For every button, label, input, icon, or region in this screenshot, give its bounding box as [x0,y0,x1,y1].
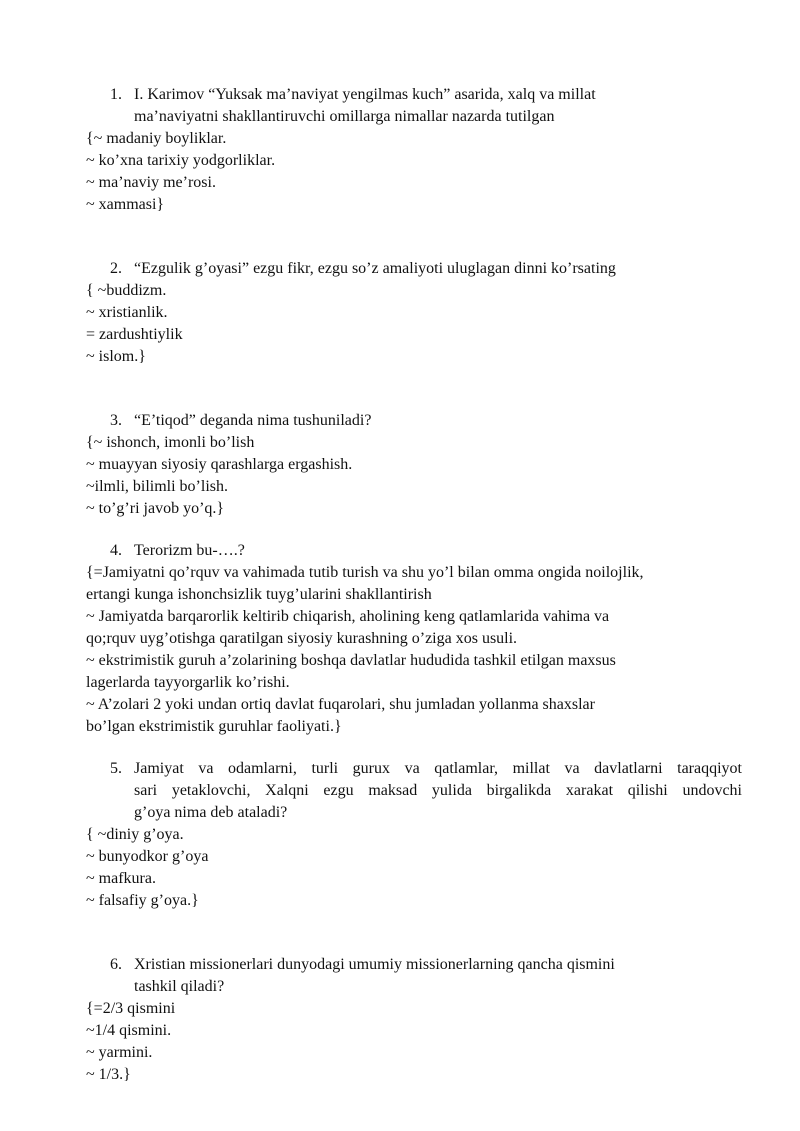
question-number: 3. [110,412,122,429]
answer-option: ~ xristianlik. [86,304,168,321]
answer-option: {=2/3 qismini [86,1000,176,1017]
question-text: ma’naviyatni shakllantiruvchi omillarga nimallar nazarda tutilgan [134,108,555,125]
answer-option: ~1/4 qismini. [86,1022,172,1039]
answer-option: {=Jamiyatni qo’rquv va vahimada tutib turish va shu yo’l bilan omma ongida noilojlik, [86,564,644,581]
question-number: 4. [110,542,122,559]
question-text: tashkil qiladi? [134,978,225,995]
answer-option: ~ ko’xna tarixiy yodgorliklar. [86,152,276,169]
answer-option: { ~diniy g’oya. [86,826,184,843]
answer-option: { ~buddizm. [86,282,167,299]
question-number: 1. [110,86,122,103]
question-text: Xristian missionerlari dunyodagi umumiy missionerlarning qancha qismini [134,956,615,973]
question-text: sari yetaklovchi, Xalqni ezgu maksad yulida birgalikda xarakat qilishi undovchi [134,782,742,799]
answer-option: lagerlarda tayyorgarlik ko’rishi. [86,674,290,691]
answer-option: ~ A’zolari 2 yoki undan ortiq davlat fuqarolari, shu jumladan yollanma shaxslar [86,696,595,713]
answer-option: qo;rquv uyg’otishga qaratilgan siyosiy kurashning o’ziga xos usuli. [86,630,518,647]
question-number: 5. [110,760,122,777]
question-text: Jamiyat va odamlarni, turli gurux va qatlamlar, millat va davlatlarni taraqqiyot [134,760,742,777]
answer-option: ~ bunyodkor g’oya [86,848,209,865]
answer-option: ertangi kunga ishonchsizlik tuyg’ularini shakllantirish [86,586,432,603]
question-text: g’oya nima deb ataladi? [134,804,288,821]
question-text: “Ezgulik g’oyasi” ezgu fikr, ezgu so’z amaliyoti uluglagan dinni ko’rsating [134,260,616,277]
answer-option: bo’lgan ekstrimistik guruhlar faoliyati.} [86,718,342,735]
answer-option: ~ to’g’ri javob yo’q.} [86,500,225,517]
question-number: 2. [110,260,122,277]
answer-option: ~ ma’naviy me’rosi. [86,174,216,191]
answer-option: ~ yarmini. [86,1044,153,1061]
question-text: Terorizm bu-….? [134,542,245,559]
question-text: “E’tiqod” deganda nima tushuniladi? [134,412,372,429]
answer-option: ~ xammasi} [86,196,165,213]
question-text: I. Karimov “Yuksak ma’naviyat yengilmas kuch” asarida, xalq va millat [134,86,596,103]
answer-option: ~ ekstrimistik guruh a’zolarining boshqa davlatlar hududida tashkil etilgan maxsus [86,652,616,669]
answer-option: = zardushtiylik [86,326,183,343]
answer-option: ~ Jamiyatda barqarorlik keltirib chiqarish, aholining keng qatlamlarida vahima va [86,608,610,625]
answer-option: ~ 1/3.} [86,1066,131,1083]
answer-option: ~ilmli, bilimli bo’lish. [86,478,228,495]
answer-option: ~ islom.} [86,348,146,365]
question-number: 6. [110,956,122,973]
answer-option: {~ madaniy boyliklar. [86,130,227,147]
answer-option: ~ mafkura. [86,870,156,887]
answer-option: {~ ishonch, imonli bo’lish [86,434,255,451]
answer-option: ~ falsafiy g’oya.} [86,892,199,909]
answer-option: ~ muayyan siyosiy qarashlarga ergashish. [86,456,353,473]
